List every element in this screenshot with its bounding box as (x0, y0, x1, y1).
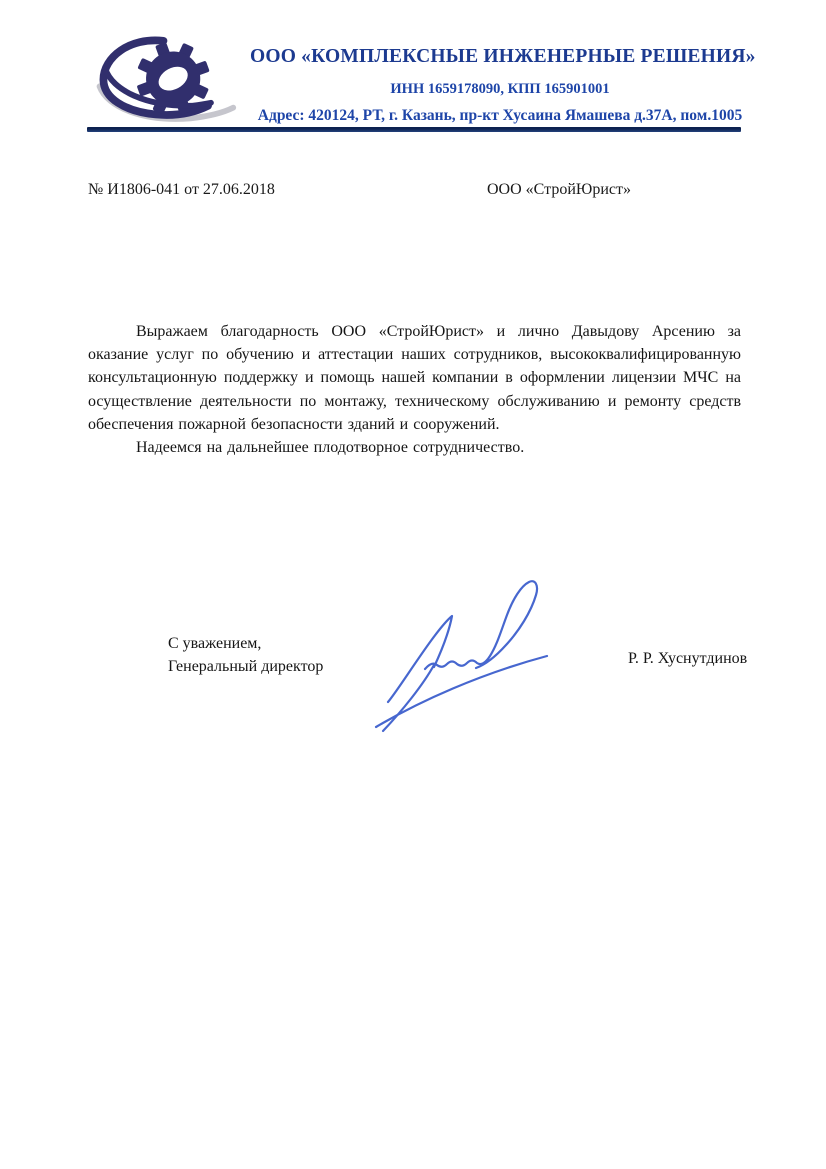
signer-title: Генеральный директор (168, 658, 324, 675)
company-logo-gear-icon (93, 36, 263, 128)
body-paragraph-2: Надеемся на дальнейшее плодотворное сотрудничество. (136, 439, 525, 457)
company-inn-kpp: ИНН 1659178090, КПП 165901001 (390, 81, 610, 97)
recipient-name: ООО «СтройЮрист» (487, 181, 631, 198)
letterhead (250, 46, 756, 125)
company-name: ООО «КОМПЛЕКСНЫЕ ИНЖЕНЕРНЫЕ РЕШЕНИЯ» (250, 46, 756, 67)
signature-left-block (168, 632, 323, 678)
body-paragraph-1: Выражаем благодарность ООО «СтройЮрист» и лично Давыдову Арсению за оказание услуг по обучению и аттестации наших сотрудников, высококвалифицированную консультационную поддержку и помощь нашей компании в оформлении лицензии МЧС на осуществление деятельности по монтажу, техническому обслуживанию и ремонту средств обеспечения пожарной безопасности зданий и сооружений. (88, 323, 741, 433)
letter-body (88, 320, 741, 459)
letter-number-date: № И1806-041 от 27.06.2018 (88, 181, 275, 198)
company-address: Адрес: 420124, РТ, г. Казань, пр-кт Хусаина Ямашева д.37А, пом.1005 (257, 107, 743, 124)
handwritten-signature-icon (360, 555, 560, 740)
letterhead-divider (87, 127, 741, 132)
salutation: С уважением, (168, 635, 262, 652)
signer-name: Р. Р. Хуснутдинов (628, 650, 748, 667)
